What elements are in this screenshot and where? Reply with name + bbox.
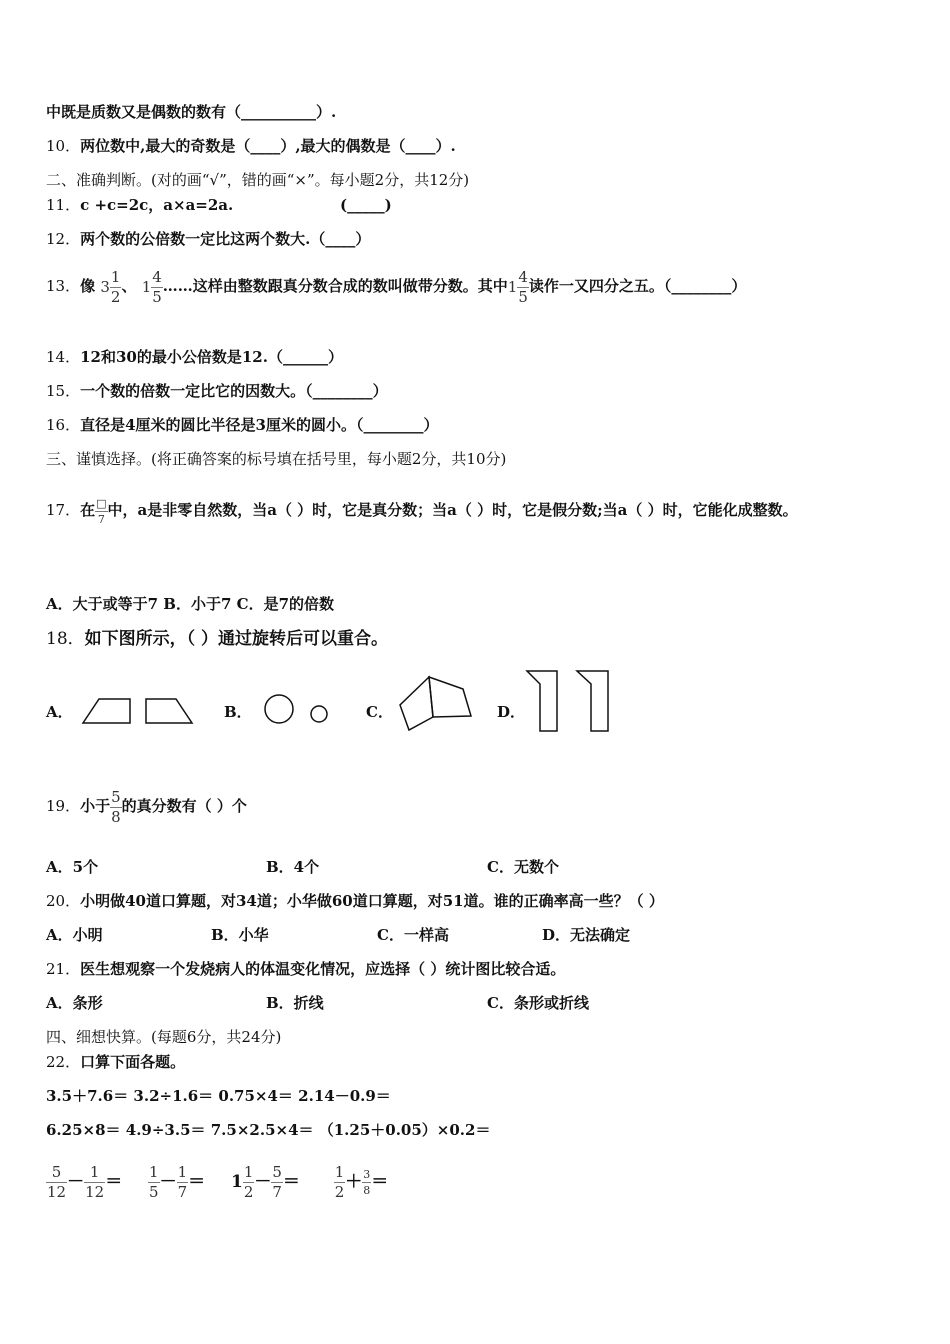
- option-d-shapes: [527, 671, 608, 731]
- question-text: 直径是4厘米的圆比半径是3厘米的圆小。（________）: [80, 416, 439, 434]
- question-text: 小明做40道口算题，对34道；小华做60道口算题，对51道。谁的正确率高一些？（ ）: [80, 892, 664, 910]
- question-text: 两位数中,最大的奇数是（____）,最大的偶数是（____）.: [80, 137, 456, 155]
- option-b: B．小华: [211, 926, 269, 944]
- fraction: $\frac{5}{12}$: [47, 1163, 67, 1201]
- question-number: 17．: [46, 501, 81, 519]
- mixed-number-whole: 1: [507, 278, 518, 296]
- option-c: C．无数个: [487, 858, 559, 876]
- question-text: 医生想观察一个发烧病人的体温变化情况，应选择（ ）统计图比较合适。: [80, 960, 566, 978]
- operator: －: [159, 1172, 177, 1192]
- question-prefix: 在: [80, 501, 96, 519]
- question-text: 12和30的最小公倍数是12.（______）: [80, 348, 343, 366]
- question-19: [46, 778, 247, 834]
- mixed-number-whole: 1: [141, 278, 152, 296]
- question-number: 15．: [46, 382, 81, 400]
- question-text: 中，a是非零自然数，当a（ ）时，它是真分数；当a（ ）时，它是假分数;当a（ ）时，它能化成整数。: [107, 501, 798, 519]
- question-number: 22．: [46, 1053, 81, 1071]
- question-number: 18．: [46, 629, 85, 649]
- separator: 、: [121, 277, 137, 295]
- question-21: [46, 959, 565, 979]
- question-text: 的真分数有（ ）个: [121, 797, 247, 815]
- question-text: ……这样由整数跟真分数合成的数叫做带分数。其中: [162, 277, 508, 295]
- option-d: D．无法确定: [542, 926, 631, 944]
- option-b: B．4个: [266, 858, 320, 876]
- calc-row-1: 3.5＋7.6＝ 3.2÷1.6＝ 0.75×4＝ 2.14－0.9＝: [46, 1087, 391, 1105]
- operator: －: [67, 1172, 85, 1192]
- option-b: B．折线: [266, 994, 324, 1012]
- fraction: $\frac{3}{8}$: [363, 1168, 371, 1197]
- question-number: 19．: [46, 797, 81, 815]
- option-a-label: A．: [46, 703, 73, 721]
- fraction: $\frac{1}{2}$: [334, 1163, 345, 1201]
- fraction: $\frac{□}{7}$: [96, 496, 107, 526]
- fraction: $\frac{1}{2}$: [110, 267, 121, 306]
- operator: －: [254, 1172, 272, 1192]
- option-c-label: C．: [366, 703, 393, 721]
- question-text: c +c=2c，a×a=2a.: [80, 196, 234, 214]
- question-number: 10．: [46, 137, 81, 155]
- equals: ＝: [371, 1172, 389, 1192]
- question-number: 11．: [46, 196, 81, 214]
- option-c: C．一样高: [377, 926, 449, 944]
- question-text-end: 读作一又四分之五。（________）: [528, 277, 747, 295]
- option-b-circles: [265, 695, 327, 723]
- option-c: C．条形或折线: [487, 994, 589, 1012]
- question-17-options: A．大于或等于7 B．小于7 C．是7的倍数: [46, 595, 335, 613]
- question-22: [46, 1052, 185, 1072]
- answer-blank[interactable]: (_____): [340, 196, 392, 214]
- option-a: A．条形: [46, 994, 103, 1012]
- option-b-label: B．: [224, 703, 252, 721]
- fraction: $\frac{1}{5}$: [149, 1163, 159, 1201]
- equals: ＝: [188, 1172, 206, 1192]
- equals: ＝: [282, 1172, 300, 1192]
- option-a: A．小明: [46, 926, 103, 944]
- question-prefix: 像: [80, 277, 96, 295]
- q9-tail: 中既是质数又是偶数的数有（__________）.: [46, 103, 337, 121]
- question-number: 21．: [46, 960, 81, 978]
- fraction: $\frac{1}{12}$: [85, 1163, 105, 1201]
- fraction: $\frac{1}{2}$: [243, 1163, 254, 1201]
- option-c-pentagons: [400, 677, 471, 730]
- question-text: 如下图所示，（ ）通过旋转后可以重合。: [84, 629, 389, 649]
- section-2-heading: 二、准确判断。(对的画“√”，错的画“×”。每小题2分，共12分): [46, 171, 470, 189]
- question-number: 14．: [46, 348, 81, 366]
- option-a-trapezoids: [83, 699, 192, 723]
- calc-row-2: 6.25×8＝ 4.9÷3.5＝ 7.5×2.5×4＝ （1.25＋0.05）×0.2＝: [46, 1121, 491, 1139]
- question-number: 20．: [46, 892, 81, 910]
- question-text: 口算下面各题。: [80, 1053, 186, 1071]
- calc-row-3: [46, 1154, 388, 1210]
- section-3-heading: 三、谨慎选择。(将正确答案的标号填在括号里，每小题2分，共10分): [46, 450, 507, 468]
- question-text: 两个数的公倍数一定比这两个数大.（____）: [80, 230, 371, 248]
- option-a: A．5个: [46, 858, 99, 876]
- question-20: [46, 891, 664, 911]
- equals: ＝: [105, 1172, 123, 1192]
- question-prefix: 小于: [80, 797, 111, 815]
- mixed-number-whole: 3: [100, 278, 110, 296]
- fraction: $\frac{1}{7}$: [177, 1163, 188, 1201]
- question-number: 13．: [46, 277, 81, 295]
- operator: ＋: [345, 1172, 363, 1192]
- section-4-heading: 四、细想快算。(每题6分，共24分): [46, 1028, 282, 1046]
- question-text: 一个数的倍数一定比它的因数大。（________）: [80, 382, 388, 400]
- question-number: 12．: [46, 230, 81, 248]
- fraction: $\frac{5}{8}$: [111, 787, 121, 826]
- option-d-label: D．: [497, 703, 526, 721]
- fraction: $\frac{4}{5}$: [518, 267, 528, 306]
- fraction: $\frac{4}{5}$: [152, 267, 162, 306]
- question-number: 16．: [46, 416, 81, 434]
- fraction: $\frac{5}{7}$: [272, 1163, 282, 1201]
- mixed-number-whole: 1: [230, 1172, 243, 1192]
